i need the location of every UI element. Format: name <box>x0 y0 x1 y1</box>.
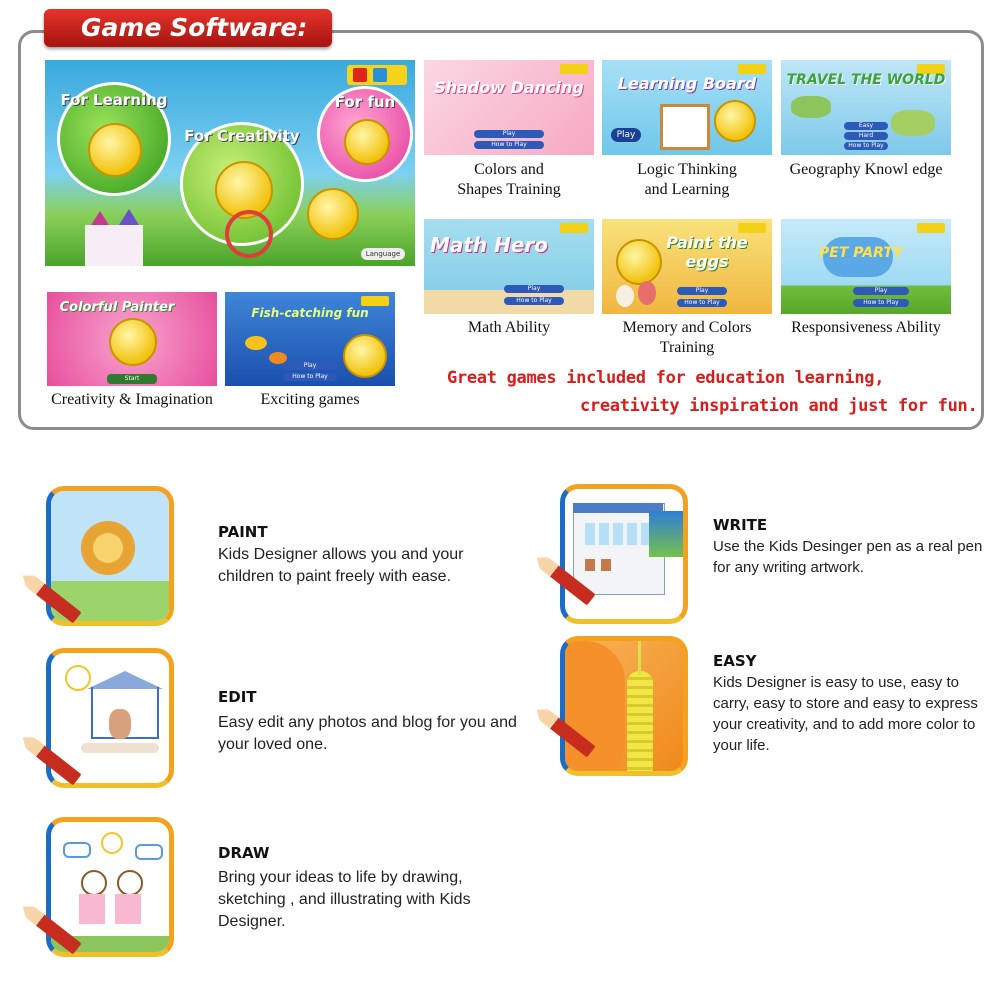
caption-line: Memory and Colors <box>622 319 752 336</box>
section-title: Game Software: <box>44 9 332 47</box>
game-thumb-shadow-dancing[interactable] <box>424 60 594 155</box>
how-to-play-button: How to Play <box>474 141 544 149</box>
game-screen-title: TRAVEL THE WORLD <box>786 72 946 88</box>
paint-feature-icon <box>30 486 180 631</box>
play-button: Play <box>504 285 564 293</box>
mascot-graduate-icon <box>88 123 142 177</box>
play-button: Play <box>474 130 544 138</box>
thumb-toolbar <box>361 296 389 306</box>
game-thumb-math-hero[interactable] <box>424 219 594 314</box>
menu-topbar <box>347 65 407 85</box>
ferris-wheel-icon <box>225 210 273 258</box>
game-screen-title: Learning Board <box>617 74 757 93</box>
how-to-play-button: How to Play <box>844 142 888 150</box>
easy-feature-icon <box>544 636 694 781</box>
caption-line: Training <box>659 339 715 356</box>
window-icon <box>373 68 387 82</box>
how-to-play-button: How to Play <box>853 299 909 307</box>
egg-icon <box>638 281 656 305</box>
play-button: Play <box>283 362 337 370</box>
mascot-diver-icon <box>343 334 387 378</box>
fish-icon <box>245 336 267 350</box>
game-thumb-colorful-painter[interactable] <box>47 292 217 386</box>
caption-line: Creativity & Imagination <box>51 391 213 408</box>
for-fun-button[interactable] <box>317 86 413 182</box>
play-button: Play <box>677 287 727 295</box>
game-caption <box>602 318 772 358</box>
game-caption <box>602 160 772 200</box>
screen-writing-icon <box>560 484 688 624</box>
caption-line: Exciting games <box>260 391 360 408</box>
edit-title: EDIT <box>218 688 257 706</box>
game-caption <box>424 160 594 200</box>
easy-button: Easy <box>844 122 888 130</box>
write-description: Use the Kids Desinger pen as a real pen for any writing artwork. <box>713 538 983 576</box>
game-thumb-paint-the-eggs[interactable] <box>602 219 772 314</box>
game-caption <box>40 390 224 410</box>
caption-line: and Learning <box>644 181 730 198</box>
game-screen-title: Fish-catching fun <box>251 306 369 320</box>
tagline-line-2: creativity inspiration and just for fun. <box>580 396 978 416</box>
game-thumb-learning-board[interactable] <box>602 60 772 155</box>
game-thumb-pet-party[interactable] <box>781 219 951 314</box>
how-to-play-button: How to Play <box>504 297 564 305</box>
hard-button: Hard <box>844 132 888 140</box>
caption-line: Colors and <box>474 161 544 178</box>
for-creativity-label: For Creativity <box>184 127 300 145</box>
draw-title: DRAW <box>218 844 270 862</box>
thumb-toolbar <box>917 223 945 233</box>
easy-description: Kids Designer is easy to use, easy to carry, easy to store and easy to express your creativity, and to add more color to your life. <box>713 674 978 754</box>
game-screen-title: Paint the eggs <box>666 233 748 271</box>
easy-title: EASY <box>713 652 757 670</box>
mascot-painter-icon <box>109 318 157 366</box>
mascot-rollercoaster-icon <box>307 188 359 240</box>
game-thumb-travel-the-world[interactable] <box>781 60 951 155</box>
game-screen-title: Shadow Dancing <box>434 78 584 97</box>
paint-title: PAINT <box>218 523 268 541</box>
thumb-toolbar <box>738 223 766 233</box>
play-button: Play <box>853 287 909 295</box>
main-menu-screenshot <box>45 60 415 266</box>
edit-feature-icon <box>30 648 180 793</box>
for-learning-label: For Learning <box>60 91 168 109</box>
pen-device-icon <box>560 636 688 776</box>
write-feature-icon <box>544 484 694 629</box>
caption-line: Shapes Training <box>457 181 561 198</box>
write-title: WRITE <box>713 516 768 534</box>
mascot-icon <box>714 100 756 142</box>
game-thumb-fish-catching-fun[interactable] <box>225 292 395 386</box>
for-fun-label: For fun <box>334 93 396 111</box>
caption-line: Geography Knowl edge <box>789 161 943 178</box>
draw-feature-icon <box>30 817 180 962</box>
thumb-toolbar <box>560 64 588 74</box>
game-caption <box>225 390 395 410</box>
how-to-play-button: How to Play <box>677 299 727 307</box>
play-button: Play <box>611 128 641 142</box>
game-screen-title: Colorful Painter <box>59 300 175 315</box>
for-learning-button[interactable] <box>57 82 171 196</box>
castle-icon <box>85 225 143 266</box>
game-screen-title: PET PARTY <box>819 245 903 261</box>
draw-description: Bring your ideas to life by drawing, sketching , and illustrating with Kids Designer. <box>218 869 471 930</box>
continent-icon <box>791 96 831 118</box>
caption-line: Logic Thinking <box>637 161 737 178</box>
game-caption <box>424 318 594 338</box>
board-icon <box>660 104 710 150</box>
game-caption <box>781 160 951 180</box>
continent-icon <box>891 110 935 136</box>
tagline-line-1: Great games included for education learning, <box>447 368 885 388</box>
game-caption <box>781 318 951 338</box>
caption-line: Math Ability <box>467 319 551 336</box>
paint-description: Kids Designer allows you and your children to paint freely with ease. <box>218 546 464 585</box>
language-button[interactable]: Language <box>361 248 405 260</box>
caption-line: Responsiveness Ability <box>791 319 941 336</box>
mascot-icon <box>616 239 662 285</box>
egg-icon <box>616 285 634 307</box>
power-icon <box>353 68 367 82</box>
game-screen-title: Math Hero <box>429 233 549 257</box>
start-button: Start <box>107 374 157 384</box>
edit-description: Easy edit any photos and blog for you and your loved one. <box>218 714 517 753</box>
how-to-play-button: How to Play <box>283 373 337 381</box>
mascot-fun-icon <box>344 119 390 165</box>
thumb-toolbar <box>738 64 766 74</box>
thumb-toolbar <box>560 223 588 233</box>
